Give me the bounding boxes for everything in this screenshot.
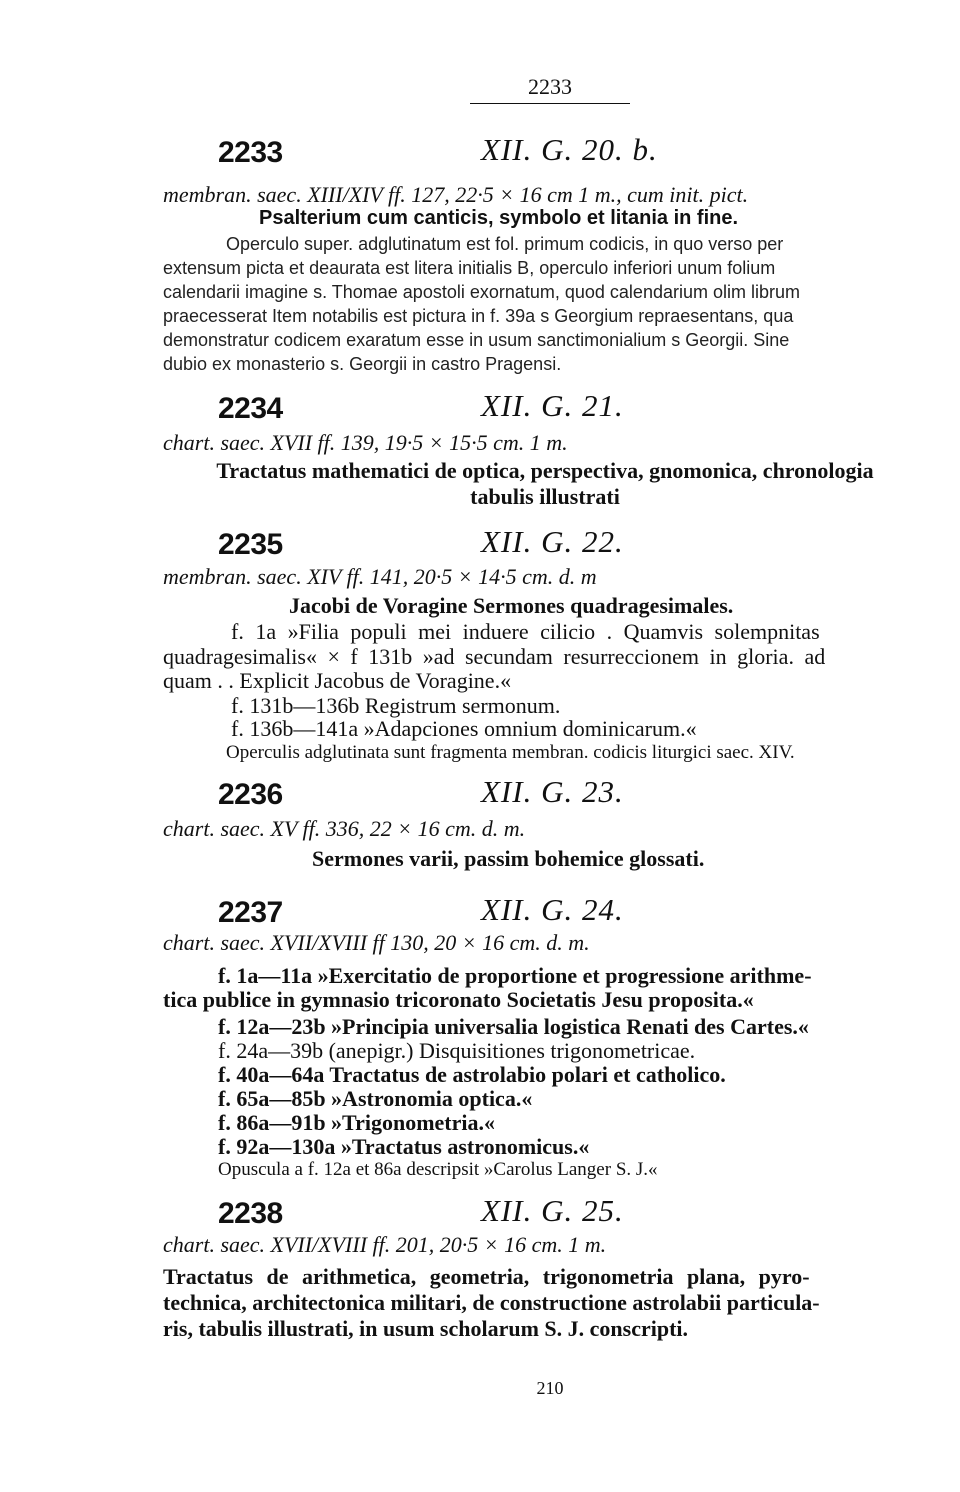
running-head: 2233 <box>528 74 572 99</box>
title-line: Tractatus de arithmetica, geometria, trigonometria plana, pyro- <box>163 1264 810 1289</box>
shelf-mark: XII. G. 25. <box>481 1193 624 1228</box>
desc-line: calendarii imagine s. Thomae apostoli exornatum, quod calendarium olim librum <box>163 282 800 302</box>
title-line: ris, tabulis illustrati, in usum scholarum S. J. conscripti. <box>163 1316 689 1341</box>
entry-number: 2233 <box>218 136 283 169</box>
folio-line: f. 65a—85b »Astronomia optica.« <box>218 1086 533 1111</box>
incipit-line: f. 1a »Filia populi mei induere cilicio . Quamvis solempnitas <box>231 619 820 644</box>
incipit-line: quam . . Explicit Jacobus de Voragine.« <box>163 668 512 693</box>
folio-line: f. 1a—11a »Exercitatio de proportione et progressione arithme- <box>218 963 812 988</box>
title-line: tabulis illustrati <box>470 484 620 509</box>
folio-line: f. 136b—141a »Adapciones omnium dominicarum.« <box>231 716 697 741</box>
entry-number: 2235 <box>218 528 283 561</box>
entry-note: Operculis adglutinata sunt fragmenta membran. codicis liturgici saec. XIV. <box>226 742 795 763</box>
desc-line: Operculo super. adglutinatum est fol. primum codicis, in quo verso per <box>226 234 784 254</box>
entry-meta: membran. saec. XIV ff. 141, 20·5 × 14·5 cm. d. m <box>163 564 597 589</box>
entry-meta: chart. saec. XVII/XVIII ff. 201, 20·5 × 16 cm. 1 m. <box>163 1232 607 1257</box>
entry-meta: chart. saec. XVII ff. 139, 19·5 × 15·5 cm. 1 m. <box>163 430 568 455</box>
folio-line: tica publice in gymnasio tricoronato Societatis Jesu proposita.« <box>163 987 754 1012</box>
title-line: Tractatus mathematici de optica, perspectiva, gnomonica, chronologia <box>216 458 874 483</box>
entry-title: Psalterium cum canticis, symbolo et litania in fine. <box>259 207 739 229</box>
entry-number: 2236 <box>218 778 283 811</box>
entry-number: 2237 <box>218 896 283 929</box>
desc-line: extensum picta et deaurata est litera initialis B, operculo inferiori unum folium <box>163 258 776 278</box>
incipit-line: quadragesimalis« × f 131b »ad secundam resurreccionem in gloria. ad <box>163 644 826 669</box>
folio-line: f. 24a—39b (anepigr.) Disquisitiones trigonometricae. <box>218 1038 696 1063</box>
page-number: 210 <box>536 1378 564 1398</box>
entry-title: Sermones varii, passim bohemice glossati. <box>312 846 705 871</box>
folio-line: f. 131b—136b Registrum sermonum. <box>231 693 561 718</box>
entry-number: 2234 <box>218 392 283 425</box>
shelf-mark: XII. G. 20. b. <box>481 132 658 167</box>
shelf-mark: XII. G. 24. <box>481 892 624 927</box>
entry-meta: membran. saec. XIII/XIV ff. 127, 22·5 × 16 cm 1 m., cum init. pict. <box>163 182 749 207</box>
shelf-mark: XII. G. 22. <box>481 524 624 559</box>
shelf-mark: XII. G. 21. <box>481 388 624 423</box>
folio-line: f. 92a—130a »Tractatus astronomicus.« <box>218 1134 590 1159</box>
entry-title: Jacobi de Voragine Sermones quadragesimales. <box>289 593 734 618</box>
entry-meta: chart. saec. XV ff. 336, 22 × 16 cm. d. m. <box>163 816 526 841</box>
desc-line: demonstratur codicem exaratum esse in usum sanctimonialium s Georgii. Sine <box>163 330 790 350</box>
folio-line: f. 12a—23b »Principia universalia logistica Renati des Cartes.« <box>218 1014 809 1039</box>
desc-line: praecesserat Item notabilis est pictura in f. 39a s Georgium repraesentans, qua <box>163 306 794 326</box>
entry-title <box>163 458 927 510</box>
entry-note: Opuscula a f. 12a et 86a descripsit »Carolus Langer S. J.« <box>218 1159 658 1180</box>
entry-meta: chart. saec. XVII/XVIII ff 130, 20 × 16 cm. d. m. <box>163 930 590 955</box>
folio-line: f. 40a—64a Tractatus de astrolabio polari et catholico. <box>218 1062 726 1087</box>
desc-line: dubio ex monasterio s. Georgii in castro Pragensi. <box>163 354 562 374</box>
folio-line: f. 86a—91b »Trigonometria.« <box>218 1110 496 1135</box>
running-head-rule <box>470 103 630 104</box>
title-line: technica, architectonica militari, de constructione astrolabii particula- <box>163 1290 820 1315</box>
shelf-mark: XII. G. 23. <box>481 774 624 809</box>
entry-number: 2238 <box>218 1197 283 1230</box>
